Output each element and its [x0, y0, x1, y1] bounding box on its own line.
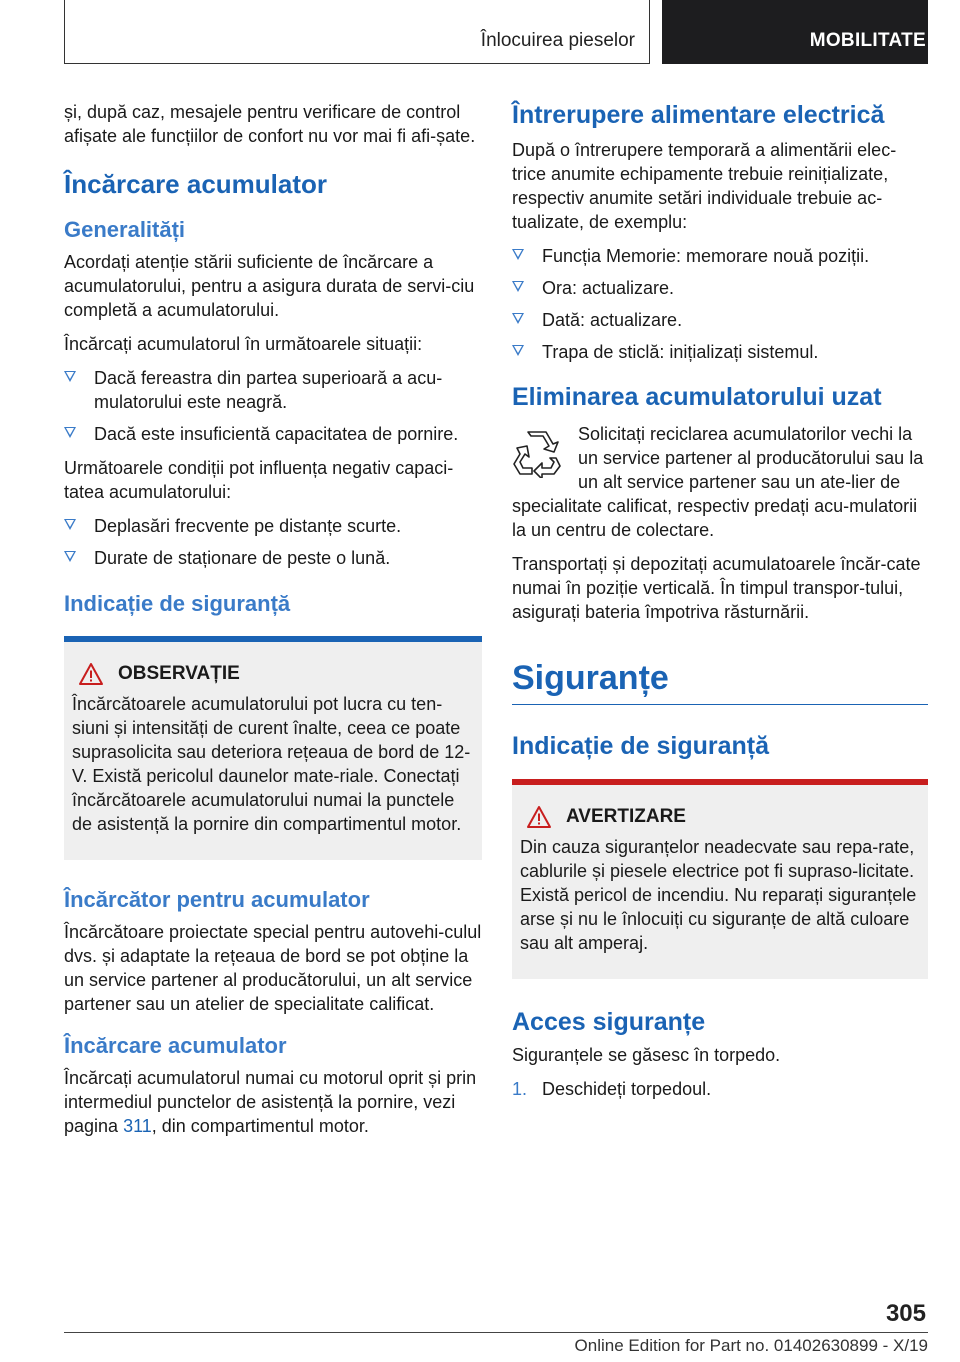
intro-paragraph: și, după caz, mesajele pentru verificare de control afișate ale funcțiilor de confort nu vor mai fi afi-șate. — [64, 102, 476, 146]
warning-triangle-icon — [78, 662, 104, 686]
general-paragraph-1: Acordați atenție stării suficiente de încărcare a acumulatorului, pentru a asigura durata de servi-ciu completă a acumulatorului. — [64, 252, 475, 320]
bullet-triangle-icon — [512, 313, 524, 324]
heading-power-interruption: Întrerupere alimentare electrică — [512, 101, 885, 129]
disposal-paragraph-1: Solicitați reciclarea acumulatorilor vechi la un service partener al producătorului sau la un alt service partener sau un ate-lier de specialitate calificat, respectiv predați acu-mulatorii la un centru de colectare. — [512, 424, 924, 540]
heading-fuses: Siguranțe — [512, 658, 928, 705]
conditions-list — [64, 514, 482, 570]
heading-disposal: Eliminarea acumulatorului uzat — [512, 383, 882, 411]
section-tab — [64, 0, 650, 64]
list-item: Funcția Memorie: memorare nouă poziții. — [512, 244, 928, 268]
page-header — [64, 0, 928, 64]
chapter-tab — [662, 0, 928, 64]
notice-box — [64, 636, 482, 860]
list-item: Trapa de sticlă: inițializați sistemul. — [512, 340, 928, 364]
disposal-block — [512, 422, 928, 542]
list-item: Deplasări frecvente pe distanțe scurte. — [64, 514, 482, 538]
warning-triangle-icon — [526, 805, 552, 829]
heading-safety: Indicație de siguranță — [64, 591, 291, 616]
recycle-icon — [512, 428, 562, 478]
left-column — [64, 100, 482, 1148]
footer-divider — [64, 1332, 928, 1333]
conditions-paragraph: Următoarele condiții pot influența negativ capaci-tatea acumulatorului: — [64, 458, 454, 502]
power-paragraph: După o întrerupere temporară a alimentării elec-trice anumite echipamente trebuie reinițializate, respectiv anumite setări individuale trebuie ac-tualizate, de exemplu: — [512, 140, 897, 232]
bullet-triangle-icon — [512, 345, 524, 356]
general-paragraph-2: Încărcați acumulatorul în următoarele situații: — [64, 334, 423, 354]
edition-text: Online Edition for Part no. 01402630899 - X/19 — [574, 1336, 928, 1355]
charger-paragraph: Încărcătoare proiectate special pentru autovehi-culul dvs. și adaptate la rețeaua de bord se pot obține la un service partener al producătorului, un alt service partener sau un atelier de specialitate calificat. — [64, 922, 482, 1014]
steps-list — [512, 1077, 928, 1101]
warning-box — [512, 779, 928, 979]
list-item: Durate de staționare de peste o lună. — [64, 546, 482, 570]
notice-title: OBSERVAȚIE — [72, 662, 472, 686]
chapter-title: MOBILITATE — [809, 30, 926, 51]
heading-fuse-access: Acces siguranțe — [512, 1008, 706, 1036]
list-item: Ora: actualizare. — [512, 276, 928, 300]
list-item: Dacă este insuficientă capacitatea de pornire. — [64, 422, 482, 446]
list-item: Dată: actualizare. — [512, 308, 928, 332]
disposal-paragraph-2: Transportați și depozitați acumulatoarele încăr-cate numai în poziție verticală. În timpul transpor-tului, asigurați bateria împotriva răsturnării. — [512, 554, 921, 622]
heading-general: Generalități — [64, 217, 186, 242]
heading-fuses-safety: Indicație de siguranță — [512, 732, 770, 760]
heading-charging: Încărcare acumulator — [64, 169, 328, 199]
list-item: Dacă fereastra din partea superioară a acu-mulatorului este neagră. — [64, 366, 482, 414]
access-paragraph: Siguranțele se găsesc în torpedo. — [512, 1045, 781, 1065]
warning-text: Din cauza siguranțelor neadecvate sau repa-rate, cablurile și piesele electrice pot fi supraso-licitate. Există pericol de incendiu. Nu reparați siguranțele arse și nu le înlocuiți cu siguranțe de altă culoare sau alt amperaj. — [520, 837, 917, 953]
heading-charger: Încărcător pentru acumulator — [64, 887, 370, 912]
page-number: 305 — [885, 1300, 926, 1327]
notice-text: Încărcătoarele acumulatorului pot lucra cu ten-siuni și intensități de curent înalte, ceea ce poate suprasolicita sau deteriora rețeaua de bord de 12-V. Există pericolul daunelor mate-riale. Conectați încărcătoarele acumulatorului numai la punctele de asistență la pornire din compartimentul motor. — [72, 694, 471, 834]
section-title: Înlocuirea pieselor — [480, 30, 635, 51]
page-reference-link[interactable]: 311 — [123, 1116, 152, 1136]
bullet-triangle-icon — [64, 551, 76, 562]
warning-title: AVERTIZARE — [520, 805, 918, 829]
situations-list — [64, 366, 482, 446]
heading-charging-2: Încărcare acumulator — [64, 1033, 287, 1058]
bullet-triangle-icon — [64, 519, 76, 530]
charging-2-paragraph: Încărcați acumulatorul numai cu motorul oprit și prin intermediul punctelor de asistență la pornire, vezi pagina 311, din compartimentul motor. — [64, 1068, 477, 1136]
power-list — [512, 244, 928, 364]
bullet-triangle-icon — [64, 371, 76, 382]
bullet-triangle-icon — [64, 427, 76, 438]
bullet-triangle-icon — [512, 249, 524, 260]
right-column — [512, 100, 928, 1109]
bullet-triangle-icon — [512, 281, 524, 292]
list-item: 1. Deschideți torpedoul. — [512, 1079, 712, 1099]
